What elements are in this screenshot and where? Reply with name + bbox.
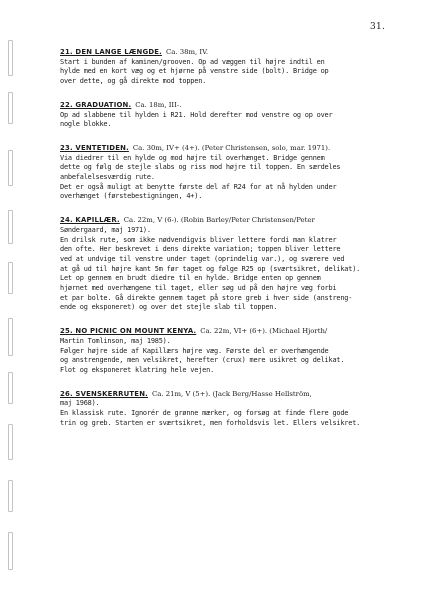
route-text-line: dette og følg de stejle slabs og riss mod højre til toppen. En særdeles (60, 163, 341, 172)
route-text-line: En drilsk rute, som ikke nødvendigvis bliver lettere fordi man klatrer (60, 235, 337, 244)
route-text-line: nogle blokke. (60, 120, 112, 129)
route-text-line: maj 1968). (60, 399, 100, 408)
route-grade-info: Ca. 38m, IV. (165, 48, 209, 56)
page-number: 31. (370, 22, 386, 32)
route-grade-info: Ca. 30m, IV+ (4+). (Peter Christensen, solo, mar. 1971). (132, 143, 331, 152)
binder-hole (8, 480, 13, 512)
route-title: 26. SVENSKERRUTEN. (60, 389, 148, 398)
binder-hole (8, 210, 13, 244)
route-text-line: ved at undvige til venstre under taget (oprindelig var.), og sværere ved (60, 254, 345, 263)
route-text-line: over dette, og gå direkte mod toppen. (60, 77, 207, 86)
route-grade-info: Ca. 18m, III-. (135, 100, 182, 109)
route-text-line: ende og eksponeret) og over det stejle slab til toppen. (60, 303, 278, 312)
route-text-line: overhænget (førstebestigningen, 4+). (60, 192, 203, 201)
binder-hole (8, 40, 13, 76)
binder-hole (8, 92, 13, 124)
route-text-line: Op ad slabbene til hylden i R21. Hold derefter mod venstre og op over (60, 110, 333, 119)
route-title: 23. VENTETIDEN. (60, 143, 129, 152)
binder-hole (8, 424, 13, 460)
route-text-line: den ofte. Her beskrevet i dens direkte variation; toppen bliver lettere (60, 245, 341, 254)
route-text-line: Flot og eksponeret klatring hele vejen. (60, 365, 214, 374)
route-entry (60, 48, 390, 87)
route-description (60, 48, 390, 87)
route-entry (60, 101, 390, 130)
binder-hole-strip (8, 0, 16, 599)
route-text-line: Søndergaard, maj 1971). (60, 225, 151, 234)
route-title: 21. DEN LANGE LÆNGDE. (60, 48, 162, 56)
route-text-line: Det er også muligt at benytte første del af R24 for at nå hylden under (60, 182, 337, 191)
route-heading-line (60, 48, 390, 58)
route-title: 22. GRADUATION. (60, 100, 132, 109)
route-text-line: Let op gennem en brudt diedre til en hylde. Bridge enten op gennem (60, 274, 321, 283)
route-text-line: hjørnet med overhængene til taget, eller søg ud på den højre væg forbi (60, 284, 337, 293)
route-title: 25. NO PICNIC ON MOUNT KENYA. (60, 327, 197, 336)
route-grade-info: Ca. 22m, V (6-). (Robin Barley/Peter Christensen/Peter (123, 216, 315, 225)
route-text-line: En klassisk rute. Ignorér de grønne mærker, og forsøg at finde flere gode (60, 409, 349, 418)
route-heading-line (60, 390, 390, 400)
route-heading-line (60, 216, 390, 226)
route-text-line: hylde med en kort væg og et hjørne på venstre side (bolt). Bridge op (60, 67, 329, 76)
route-description (60, 327, 390, 376)
route-description (60, 101, 390, 130)
route-entry (60, 144, 390, 202)
route-heading-line (60, 327, 390, 337)
binder-hole (8, 318, 13, 356)
binder-hole (8, 262, 13, 294)
route-entry (60, 327, 390, 376)
route-grade-info: Ca. 21m, V (5+). (Jack Berg/Hasse Hellström, (151, 389, 312, 398)
route-text-line: Via diedrer til en hylde og mod højre til overhænget. Bridge gennem (60, 153, 325, 162)
route-text-line: trin og greb. Starten er sværtsikret, men forholdsvis let. Ellers velsikret. (60, 418, 361, 427)
route-heading-line (60, 144, 390, 154)
route-description (60, 390, 390, 429)
route-heading-line (60, 101, 390, 111)
route-text-line: Start i bunden af kaminen/grooven. Op ad væggen til højre indtil en (60, 57, 325, 66)
route-text-line: anbefalelsesværdig rute. (60, 173, 155, 182)
route-text-line: Følger højre side af Kapillærs højre væg. Første del er overhængende (60, 346, 329, 355)
binder-hole (8, 372, 13, 404)
binder-hole (8, 532, 13, 570)
route-entry (60, 216, 390, 313)
binder-hole (8, 150, 13, 186)
route-entry (60, 390, 390, 429)
route-descriptions (60, 48, 390, 443)
route-text-line: Martin Tomlinson, maj 1985). (60, 336, 171, 345)
route-text-line: og anstrengende, men velsikret, herefter (crux) mere usikret og delikat. (60, 356, 345, 365)
route-text-line: et par bolte. Gå direkte gennem taget på store greb i hver side (anstreng- (60, 293, 353, 302)
route-description (60, 216, 390, 313)
route-description (60, 144, 390, 202)
route-text-line: at gå ud til højre kant 5m før taget og følge R25 op (sværtsikret, delikat). (60, 264, 361, 273)
route-grade-info: Ca. 22m, VI+ (6+). (Michael Hjorth/ (200, 327, 328, 336)
route-title: 24. KAPILLÆR. (60, 216, 120, 225)
